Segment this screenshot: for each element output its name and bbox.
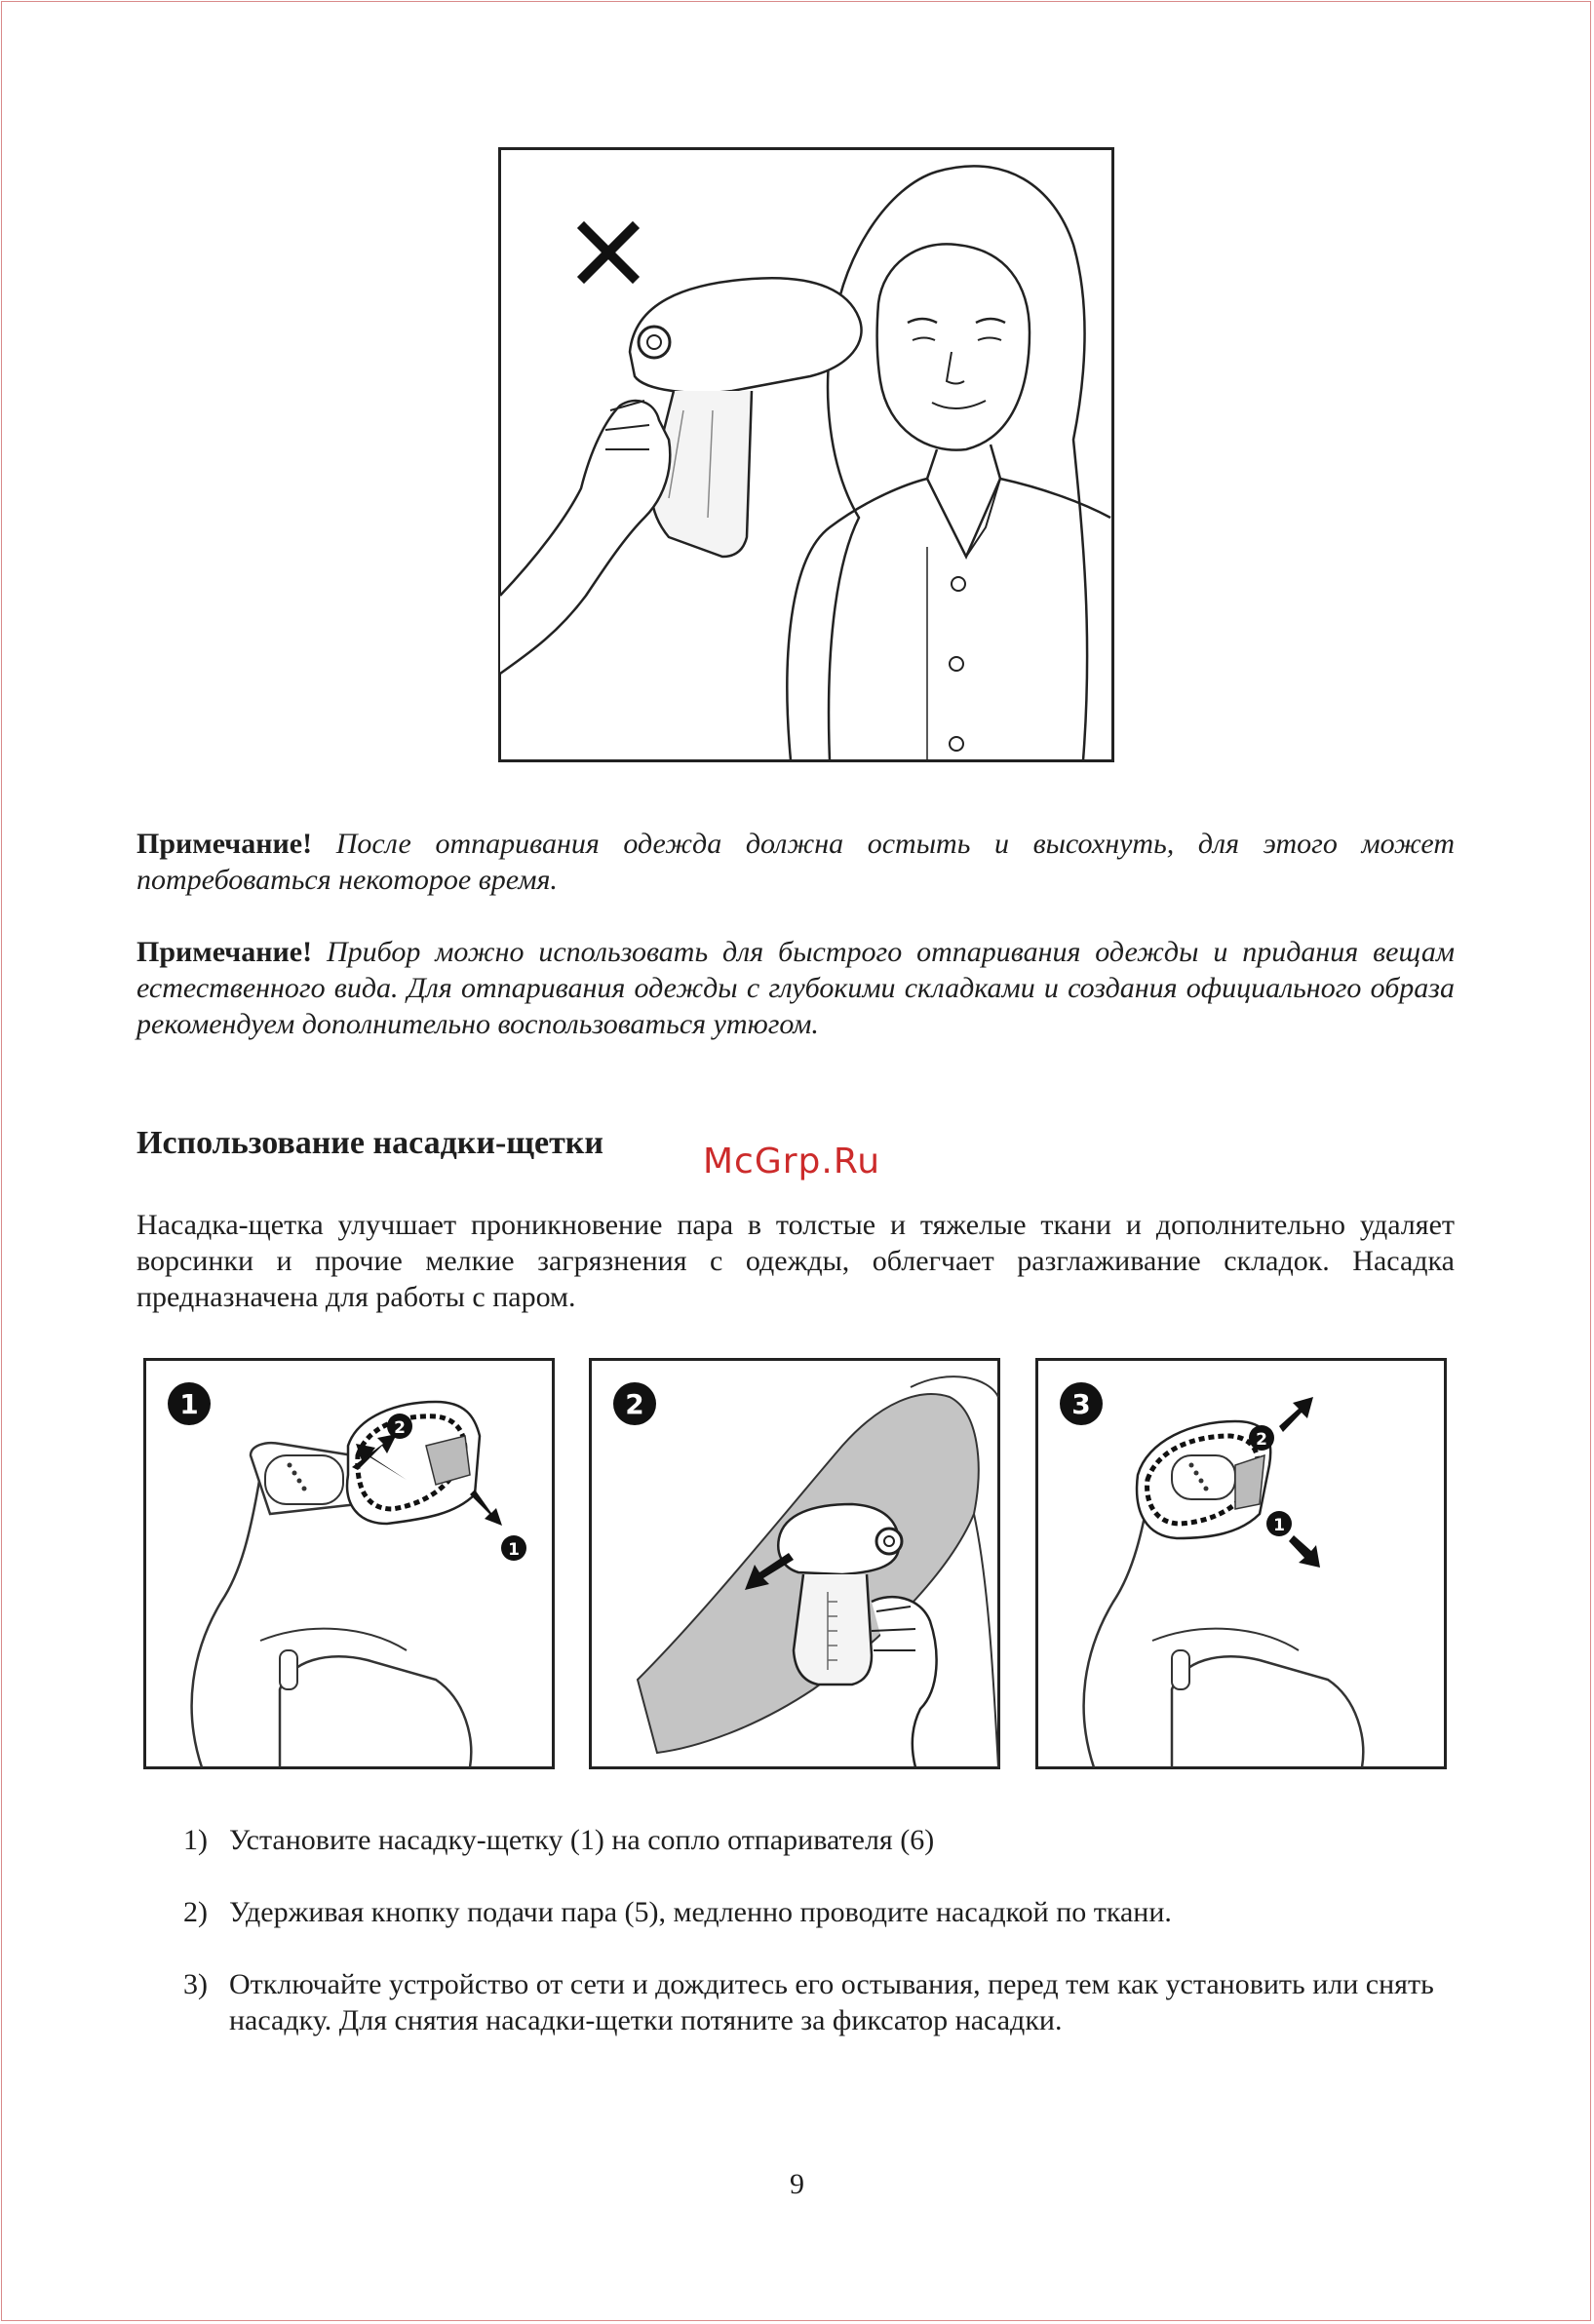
circled-number-icon	[168, 1382, 211, 1425]
list-item	[183, 1966, 1456, 2038]
badge-number: 2	[625, 1388, 644, 1420]
steps-list	[183, 1822, 1456, 2074]
arrow-number: 1	[1273, 1516, 1285, 1535]
note-usage	[136, 934, 1455, 1042]
step-number: 1)	[183, 1824, 208, 1856]
warning-illustration	[498, 147, 1114, 762]
list-item	[183, 1822, 1456, 1858]
arrow-number: 2	[1256, 1430, 1267, 1450]
circled-number-icon	[1060, 1382, 1103, 1425]
step-panel-3	[1035, 1358, 1447, 1769]
step-number: 3)	[183, 1968, 208, 2000]
badge-number: 3	[1071, 1388, 1091, 1420]
section-title: Использование насадки-щетки	[136, 1125, 603, 1161]
arrow-number: 2	[394, 1418, 406, 1438]
note-text: После отпаривания одежда должна остыть и высохнуть, для этого может потребоваться некоторое время.	[136, 828, 1455, 896]
brush-attachment	[347, 1402, 480, 1524]
step-panel-2	[589, 1358, 1000, 1769]
list-item	[183, 1894, 1456, 1930]
section-intro: Насадка-щетка улучшает проникновение пара в толстые и тяжелые ткани и дополнительно удаляет ворсинки и прочие мелкие загрязнения с одежды, облегчает разглаживание складок. Насадка предназначена для работы с паром.	[136, 1209, 1455, 1313]
step-panel-1	[143, 1358, 555, 1769]
step-number: 2)	[183, 1896, 208, 1928]
woman-face	[877, 244, 1030, 449]
step-text: Установите насадку-щетку (1) на сопло отпаривателя (6)	[229, 1824, 935, 1856]
watermark: McGrp.Ru	[703, 1142, 881, 1181]
note-label: Примечание!	[136, 828, 313, 860]
step-text: Удерживая кнопку подачи пара (5), медленно проводите насадкой по ткани.	[229, 1896, 1172, 1928]
step-text: Отключайте устройство от сети и дождитесь его остывания, перед тем как установить или снять насадку. Для снятия насадки-щетки потяните за фиксатор насадки.	[229, 1968, 1434, 2036]
arrow-number: 1	[508, 1540, 520, 1560]
note-text: Прибор можно использовать для быстрого отпаривания одежды и придания вещам естественного вида. Для отпаривания одежды с глубокими складками и создания официального образа рекомендуем дополнительно воспользоваться утюгом.	[136, 936, 1455, 1040]
badge-number: 1	[179, 1388, 199, 1420]
page-number: 9	[790, 2168, 804, 2200]
note-cooling	[136, 826, 1455, 898]
note-label: Примечание!	[136, 936, 313, 968]
circled-number-icon	[613, 1382, 656, 1425]
